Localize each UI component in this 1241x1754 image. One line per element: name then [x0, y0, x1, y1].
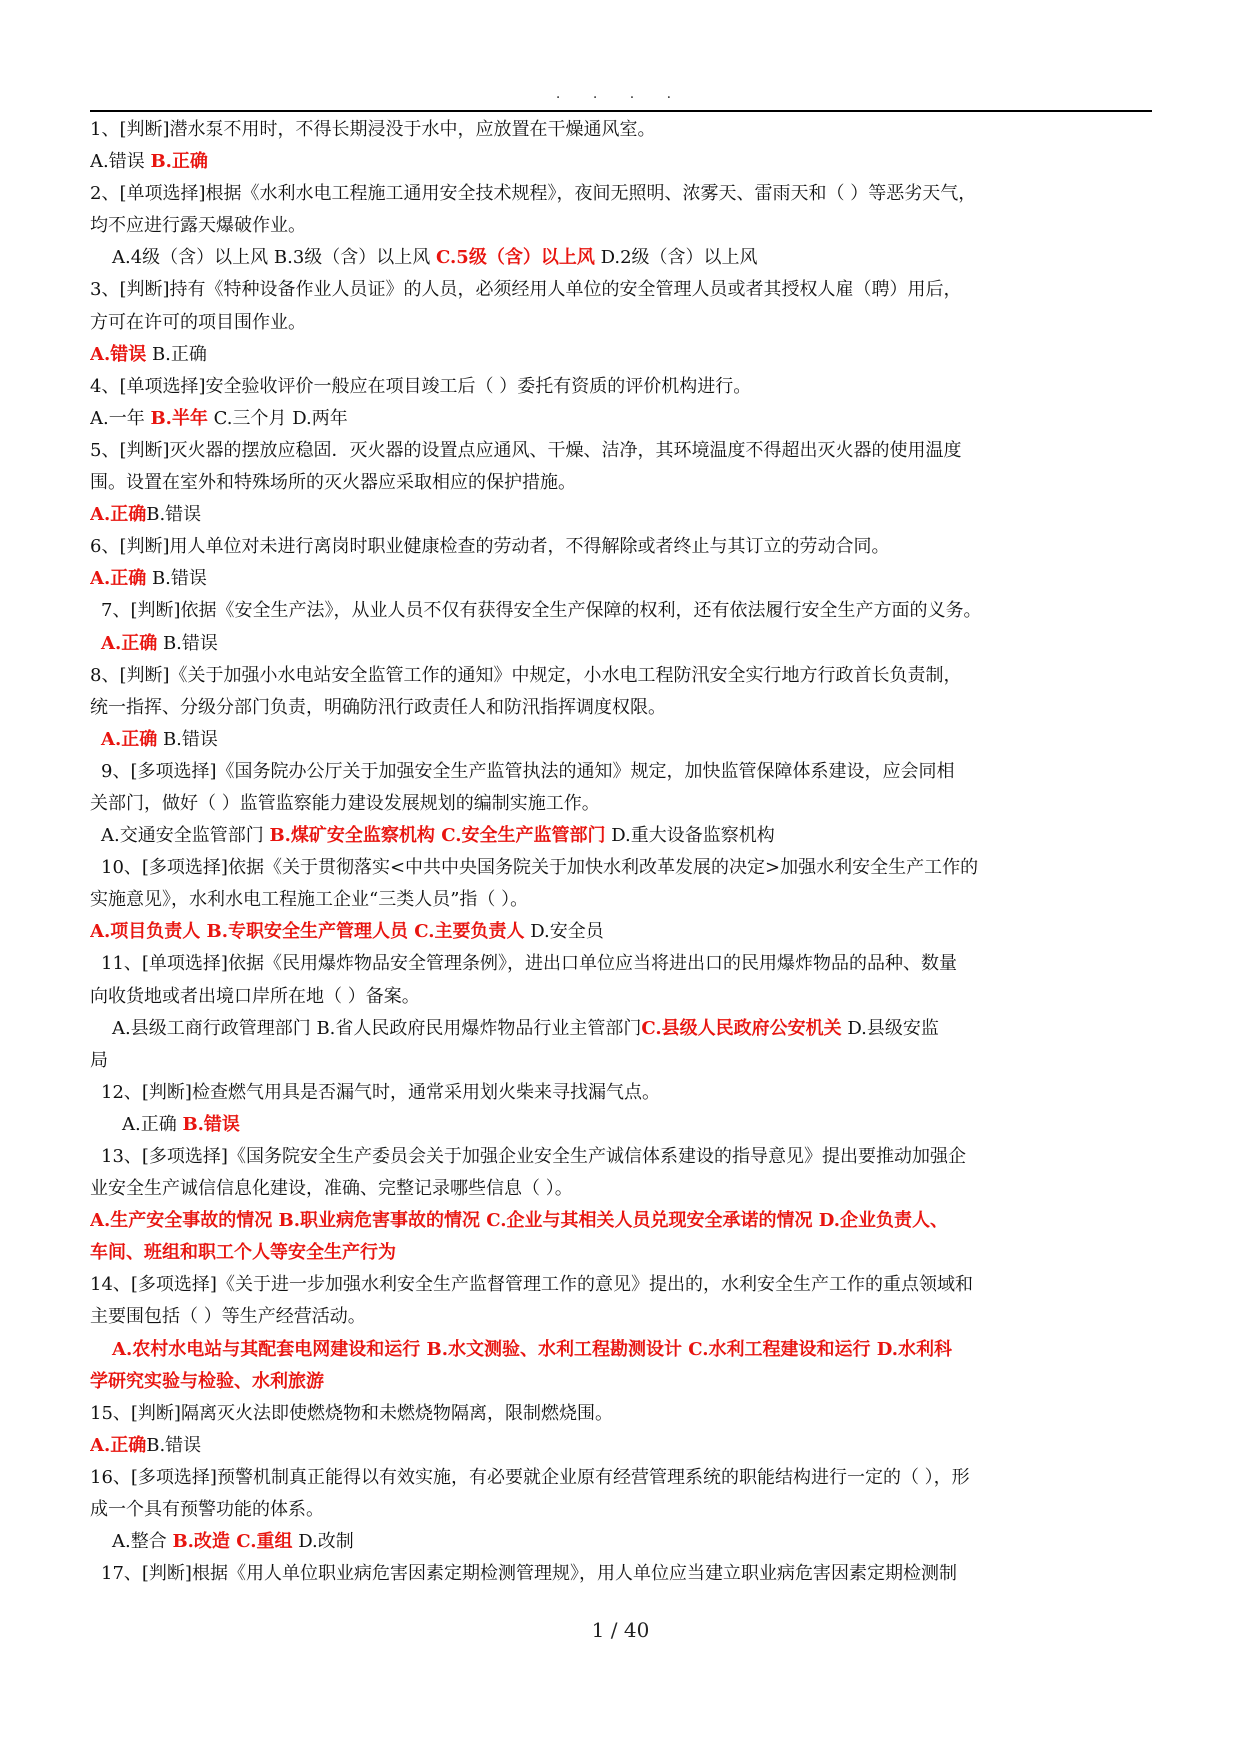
question-text: 向收货地或者出境口岸所在地（ ）备案。	[90, 985, 420, 1007]
question-text: 17、[判断]根据《用人单位职业病危害因素定期检测管理规》，用人单位应当建立职业病危害因素定期检测制	[101, 1563, 957, 1585]
text-line	[90, 788, 1152, 820]
text-line	[90, 563, 1152, 595]
question-text: 均不应进行露天爆破作业。	[90, 215, 306, 237]
text-line	[90, 371, 1152, 403]
text-line	[90, 1173, 1152, 1205]
question-text: 成一个具有预警功能的体系。	[90, 1499, 324, 1521]
answer-text: A.错误	[90, 343, 147, 365]
text-line	[90, 403, 1152, 435]
text-line	[90, 916, 1152, 948]
question-text: A.正确	[122, 1113, 183, 1135]
question-text: 围。设置在室外和特殊场所的灭火器应采取相应的保护措施。	[90, 472, 576, 494]
question-text: 11、[单项选择]依据《民用爆炸物品安全管理条例》，进出口单位应当将进出口的民用爆炸物品的品种、数量	[101, 953, 957, 975]
question-text: B.错误	[157, 728, 218, 750]
answer-text: C.5级（含）以上风	[436, 247, 595, 269]
question-text: A.一年	[90, 407, 151, 429]
text-line	[90, 1045, 1152, 1077]
text-line	[90, 1526, 1152, 1558]
question-text: 15、[判断]隔离灭火法即使燃烧物和未燃烧物隔离，限制燃烧围。	[90, 1402, 613, 1424]
text-line	[90, 1077, 1152, 1109]
question-text: 4、[单项选择]安全验收评价一般应在项目竣工后（ ）委托有资质的评价机构进行。	[90, 375, 752, 397]
text-line	[90, 146, 1152, 178]
question-text: A.交通安全监管部门	[101, 825, 270, 847]
text-line	[90, 1366, 1152, 1398]
text-line	[90, 1269, 1152, 1301]
answer-text: B.改造 C.重组	[172, 1531, 293, 1553]
text-line	[90, 242, 1152, 274]
answer-text: A.生产安全事故的情况 B.职业病危害事故的情况 C.企业与其相关人员兑现安全承诺的情况 D.企业负责人、	[90, 1210, 949, 1232]
text-line	[90, 307, 1152, 339]
text-line	[90, 981, 1152, 1013]
answer-text: A.正确	[90, 568, 147, 590]
text-line	[90, 499, 1152, 531]
text-line	[90, 1558, 1152, 1590]
answer-text: A.正确	[90, 504, 147, 526]
question-text: A.整合	[112, 1531, 173, 1553]
question-text: 方可在许可的项目围作业。	[90, 311, 306, 333]
text-line	[90, 595, 1152, 627]
answer-text: A.农村水电站与其配套电网建设和运行 B.水文测验、水利工程勘测设计 C.水利工程建设和运行 D.水利科	[112, 1338, 953, 1360]
question-text: 7、[判断]依据《安全生产法》，从业人员不仅有获得安全生产保障的权利，还有依法履行安全生产方面的义务。	[101, 600, 982, 622]
answer-text: B.半年	[150, 407, 208, 429]
text-line	[90, 467, 1152, 499]
question-text: D.改制	[292, 1531, 354, 1553]
text-line	[90, 820, 1152, 852]
text-line	[90, 178, 1152, 210]
question-text: B.错误	[146, 568, 207, 590]
text-line	[90, 1205, 1152, 1237]
question-text: C.三个月 D.两年	[207, 407, 348, 429]
text-line	[90, 1013, 1152, 1045]
text-line	[90, 1237, 1152, 1269]
question-text: 6、[判断]用人单位对未进行离岗时职业健康检查的劳动者，不得解除或者终止与其订立的劳动合同。	[90, 536, 890, 558]
text-line	[90, 628, 1152, 660]
question-text: D.2级（含）以上风	[594, 247, 758, 269]
question-text: D.安全员	[524, 921, 604, 943]
question-text: 主要围包括（ ）等生产经营活动。	[90, 1306, 366, 1328]
text-line	[90, 1141, 1152, 1173]
question-text: 业安全生产诚信信息化建设，准确、完整记录哪些信息（ ）。	[90, 1178, 573, 1200]
text-line	[90, 1398, 1152, 1430]
question-text: 10、[多项选择]依据《关于贯彻落实<中共中央国务院关于加快水利改革发展的决定>加强水利安全生产工作的	[101, 857, 979, 879]
text-line	[90, 660, 1152, 692]
text-line	[90, 531, 1152, 563]
question-text: 8、[判断]《关于加强小水电站安全监管工作的通知》中规定，小水电工程防汛安全实行地方行政首长负责制，	[90, 664, 962, 686]
question-text: 统一指挥、分级分部门负责，明确防汛行政责任人和防汛指挥调度权限。	[90, 696, 666, 718]
text-line	[90, 1494, 1152, 1526]
answer-text: B.正确	[150, 151, 208, 173]
answer-text: C.县级人民政府公安机关	[641, 1017, 842, 1039]
answer-text: B.煤矿安全监察机构 C.安全生产监管部门	[269, 825, 606, 847]
text-line	[90, 435, 1152, 467]
question-text: 12、[判断]检查燃气用具是否漏气时，通常采用划火柴来寻找漏气点。	[101, 1081, 660, 1103]
text-line	[90, 724, 1152, 756]
text-line	[90, 1462, 1152, 1494]
question-text: B.错误	[146, 504, 202, 526]
question-text: 14、[多项选择]《关于进一步加强水利安全生产监督管理工作的意见》提出的，水利安全生产工作的重点领域和	[90, 1274, 973, 1296]
answer-text: B.错误	[182, 1113, 240, 1135]
question-text: 1、[判断]潜水泵不用时，不得长期浸没于水中，应放置在干燥通风室。	[90, 119, 656, 140]
question-text: 16、[多项选择]预警机制真正能得以有效实施，有必要就企业原有经营管理系统的职能结构进行一定的（ ），形	[90, 1466, 970, 1488]
question-text: B.错误	[157, 632, 218, 654]
document-body	[90, 114, 1152, 1590]
question-text: D.县级安监	[841, 1017, 939, 1039]
answer-text: A.正确	[90, 1434, 147, 1456]
text-line	[90, 1430, 1152, 1462]
header-rule	[90, 110, 1152, 112]
question-text: 实施意见》，水利水电工程施工企业“三类人员”指（ ）。	[90, 889, 529, 911]
answer-text: A.正确	[101, 728, 158, 750]
text-line	[90, 852, 1152, 884]
text-line	[90, 1109, 1152, 1141]
question-text: 5、[判断]灭火器的摆放应稳固．灭火器的设置点应通风、干燥、洁净，其环境温度不得超出灭火器的使用温度	[90, 439, 962, 461]
answer-text: 车间、班组和职工个人等安全生产行为	[90, 1242, 396, 1264]
text-line	[90, 114, 1152, 146]
question-text: A.错误	[90, 151, 151, 173]
question-text: 9、[多项选择]《国务院办公厅关于加强安全生产监管执法的通知》规定，加快监管保障体系建设，应会同相	[101, 760, 955, 782]
question-text: 局	[90, 1049, 108, 1071]
text-line	[90, 756, 1152, 788]
page-number: 1 / 40	[591, 1618, 650, 1642]
question-text: A.县级工商行政管理部门 B.省人民政府民用爆炸物品行业主管部门	[112, 1017, 642, 1039]
answer-text: 学研究实验与检验、水利旅游	[90, 1370, 324, 1392]
question-text: B.正确	[146, 343, 207, 365]
text-line	[90, 884, 1152, 916]
text-line	[90, 1301, 1152, 1333]
text-line	[90, 274, 1152, 306]
text-line	[90, 948, 1152, 980]
question-text: 2、[单项选择]根据《水利水电工程施工通用安全技术规程》，夜间无照明、浓雾天、雷雨天和（ ）等恶劣天气，	[90, 183, 977, 205]
header-dots: . . . .	[555, 86, 686, 102]
question-text: D.重大设备监察机构	[605, 825, 775, 847]
question-text: B.错误	[146, 1434, 202, 1456]
answer-text: A.项目负责人 B.专职安全生产管理人员 C.主要负责人	[90, 921, 525, 943]
question-text: 3、[判断]持有《特种设备作业人员证》的人员，必须经用人单位的安全管理人员或者其授权人雇（聘）用后，	[90, 279, 962, 301]
text-line	[90, 692, 1152, 724]
text-line	[90, 339, 1152, 371]
answer-text: A.正确	[101, 632, 158, 654]
question-text: 关部门，做好（ ）监管监察能力建设发展规划的编制实施工作。	[90, 792, 600, 814]
text-line	[90, 1334, 1152, 1366]
question-text: 13、[多项选择]《国务院安全生产委员会关于加强企业安全生产诚信体系建设的指导意见》提出要推动加强企	[101, 1146, 966, 1167]
question-text: A.4级（含）以上风 B.3级（含）以上风	[112, 247, 437, 269]
text-line	[90, 210, 1152, 242]
